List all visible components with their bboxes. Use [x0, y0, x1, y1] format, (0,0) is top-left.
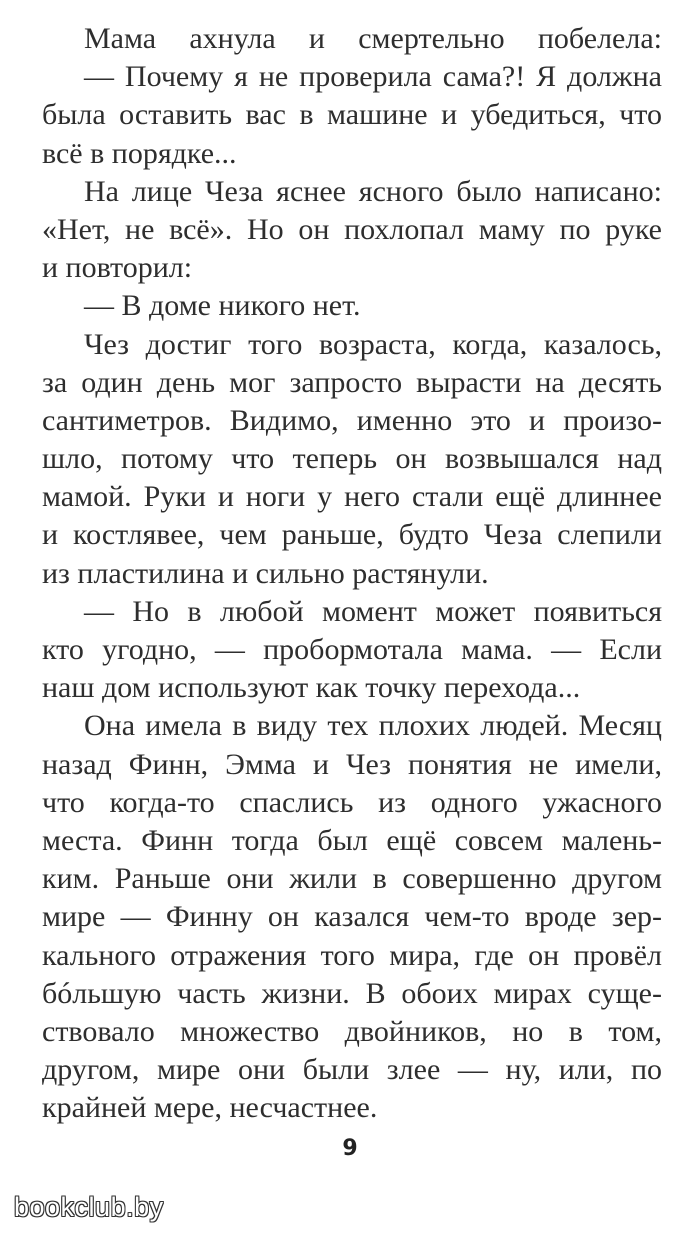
watermark: bookclub.by	[14, 1192, 164, 1222]
text-line: На лице Чеза яснее ясного было написано:	[84, 174, 662, 208]
text-line: другом, мире они были злее — ну, или, по	[42, 1053, 662, 1087]
text-line: Чез достиг того возраста, когда, казалось,	[84, 327, 662, 361]
text-line: кто угодно, — пробормотала мама. — Если	[42, 633, 662, 666]
text-line: ствовало множество двойников, но в том,	[42, 1014, 662, 1048]
page-number: 9	[342, 1136, 358, 1161]
text-line: ким. Раньше они жили в совершенно другом	[42, 862, 662, 896]
text-line: за один день мог запросто вырасти на десять	[42, 365, 662, 399]
text-line: мире — Финну он казался чем-то вроде зер-	[42, 900, 662, 934]
text-line: — В доме никого нет.	[84, 289, 361, 323]
text-line: мамой. Руки и ноги у него стали ещё длиннее	[42, 480, 662, 514]
text-line: что когда-то спаслись из одного ужасного	[42, 785, 662, 819]
text-line: — Но в любой момент может появиться	[84, 594, 662, 628]
text-line: Мама ахнула и смертельно побелела:	[84, 22, 662, 55]
text-line: места. Финн тогда был ещё совсем малень-	[42, 823, 662, 857]
text-line: была оставить вас в машине и убедиться, что	[42, 98, 662, 132]
text-line: всё в порядке...	[42, 136, 237, 170]
text-line: Она имела в виду тех плохих людей. Месяц	[84, 709, 662, 743]
text-line: и повторил:	[42, 251, 193, 285]
text-line: крайней мере, несчастнее.	[42, 1091, 378, 1125]
text-line: назад Финн, Эмма и Чез понятия не имели,	[42, 747, 662, 781]
text-line: и костлявее, чем раньше, будто Чеза слепили	[42, 518, 662, 552]
text-line: из пластилина и сильно растянули.	[42, 556, 489, 590]
text-line: сантиметров. Видимо, именно это и произо-	[42, 403, 662, 437]
text-line: «Нет, не всё». Но он похлопал маму по руке	[42, 212, 662, 246]
text-line: кального отражения того мира, где он провёл	[42, 938, 662, 972]
text-line: — Почему я не проверила сама?! Я должна	[84, 60, 662, 94]
text-line: наш дом используют как точку перехода...	[42, 671, 581, 705]
text-line: бóльшую часть жизни. В обоих мирах суще-	[42, 976, 662, 1010]
text-line: шло, потому что теперь он возвышался над	[42, 442, 662, 476]
book-page-text	[42, 20, 662, 1127]
